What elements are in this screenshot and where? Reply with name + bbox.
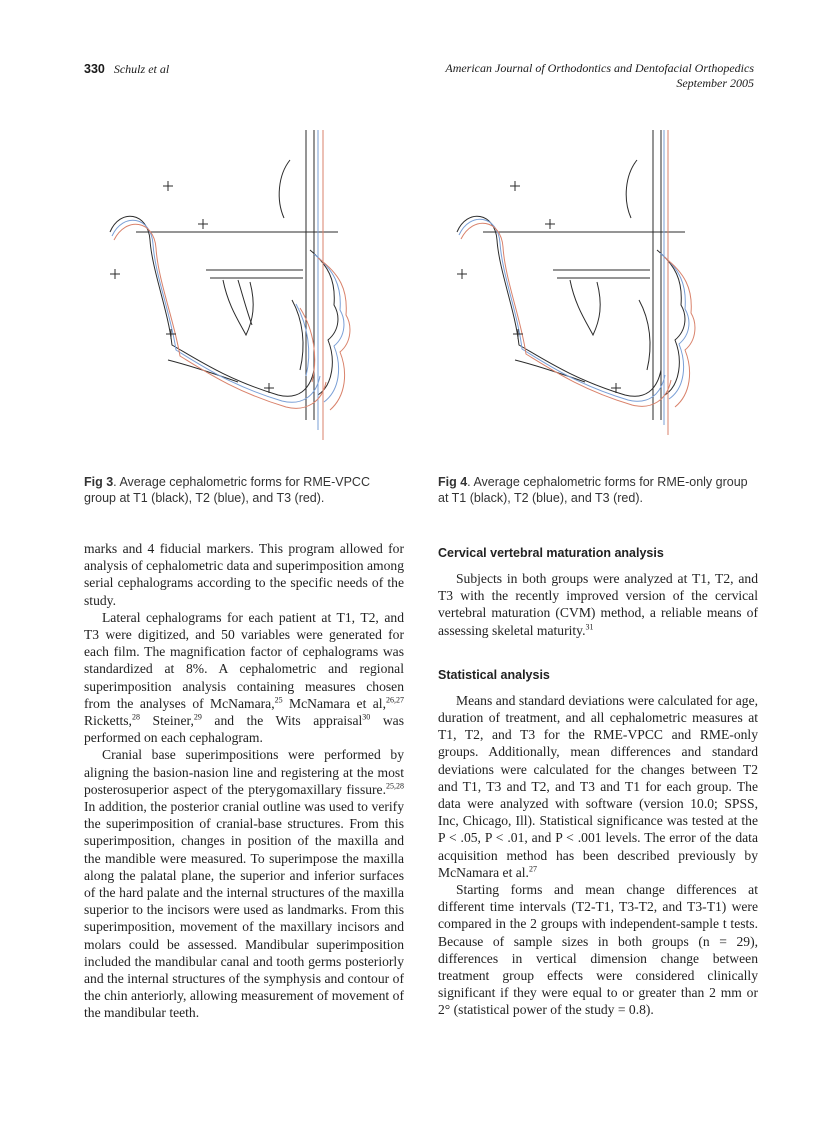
figure-3-caption-text: Average cephalometric forms for RME-VPCC group at T1 (black), T2 (blue), and T3 (red). bbox=[84, 475, 370, 505]
paragraph: Starting forms and mean change differences at different time intervals (T2-T1, T3-T2, and T3-T1) were compared in the 2 groups with independent-sample t tests. Because of sample sizes in both groups (n = 29), differences in vertical dimension change between treatment group effects were considered clinically significant if they were equal to or greater than 2 mm or 2° (statistical power of the study = 0.8). bbox=[438, 882, 758, 1018]
fig4-drawing bbox=[425, 120, 761, 470]
journal-name: American Journal of Orthodontics and Dentofacial Orthopedics bbox=[445, 61, 754, 75]
right-column bbox=[438, 545, 758, 1019]
figure-4-label: Fig 4 bbox=[438, 475, 468, 489]
fiducial-markers bbox=[110, 181, 274, 393]
section-heading-cvm: Cervical vertebral maturation analysis bbox=[438, 546, 664, 560]
t3-tracing bbox=[114, 130, 350, 440]
paragraph: Cranial base superimpositions were performed by aligning the basion-nasion line and registering at the most posterosuperior aspect of the pterygomaxillary fissure.$^{25,28}$ In addition, the posterior cranial outline was used to verify the superimposition of cranial-base structures. From this superimposition, changes in position of the maxilla and the mandible were measured. To superimpose the maxilla along the palatal plane, the superior and inferior surfaces of the hard palate and the internal structures of the maxilla superior to the incisors were used as landmarks. From this superimposition, movement of the maxillary incisors and molars could be assessed. Mandibular superimposition included the mandibular canal and tooth germs posteriorly and the internal structures of the symphysis and contour of the chin anteriorly, allowing measurement of movement of the mandibular teeth. bbox=[84, 747, 404, 1021]
issue-date: September 2005 bbox=[676, 76, 754, 90]
fiducial-markers bbox=[457, 181, 621, 393]
paragraph: Lateral cephalograms for each patient at T1, T2, and T3 were digitized, and 50 variables were generated for each film. The magnification factor of cephalograms was standardized at 8%. A cephalometric and regional superimposition analysis containing measures chosen from the analyses of McNamara,$^{25}$ McNamara et al,$^{26,27}$ Ricketts,$^{28}$ Steiner,$^{29}$ and the Wits appraisal$^{30}$ was performed on each cephalogram. bbox=[84, 609, 404, 746]
t1-tracing bbox=[110, 130, 338, 420]
running-header-left bbox=[84, 62, 169, 77]
figure-3-cephalometric-tracing bbox=[78, 120, 414, 470]
fig3-drawing bbox=[78, 120, 414, 470]
figure-4-caption-text: Average cephalometric forms for RME-only group at T1 (black), T2 (blue), and T3 (red). bbox=[438, 475, 748, 505]
figure-3-label: Fig 3 bbox=[84, 475, 114, 489]
t2-tracing bbox=[112, 130, 344, 430]
section-heading-statistics: Statistical analysis bbox=[438, 667, 550, 682]
page-number: 330 bbox=[84, 62, 105, 76]
t1-tracing bbox=[457, 130, 685, 420]
figure-4-caption: Fig 4. Average cephalometric forms for RME-only group at T1 (black), T2 (blue), and T3 (red). bbox=[438, 475, 748, 505]
paragraph: marks and 4 fiducial markers. This program allowed for analysis of cephalometric data and superimposition among serial cephalograms according to the specific needs of the study. bbox=[84, 541, 404, 608]
figure-3-caption: Fig 3. Average cephalometric forms for RME-VPCC group at T1 (black), T2 (blue), and T3 (red). bbox=[84, 475, 370, 505]
paragraph: Means and standard deviations were calculated for age, duration of treatment, and all cephalometric measures at T1, T2, and T3 for the RME-VPCC and RME-only groups. Additionally, mean differences and standard deviations were calculated for the changes between T2 and T1, T3 and T2, and T3 and T1 for each group. The data were analyzed with software (version 10.0; SPSS, Inc, Chicago, Ill). Statistical significance was tested at the P < .05, P < .01, and P < .001 levels. The error of the data acquisition method has been described previously by McNamara et al.$^{27}$ bbox=[438, 692, 758, 880]
running-header-right bbox=[445, 61, 754, 91]
running-authors: Schulz et al bbox=[113, 62, 170, 76]
figure-4-cephalometric-tracing bbox=[425, 120, 761, 470]
paragraph: Subjects in both groups were analyzed at T1, T2, and T3 with the recently improved version of the cervical vertebral maturation (CVM) method, a reliable means of assessing skeletal maturity.$^{31}$ bbox=[438, 571, 758, 638]
left-column bbox=[84, 540, 404, 1022]
